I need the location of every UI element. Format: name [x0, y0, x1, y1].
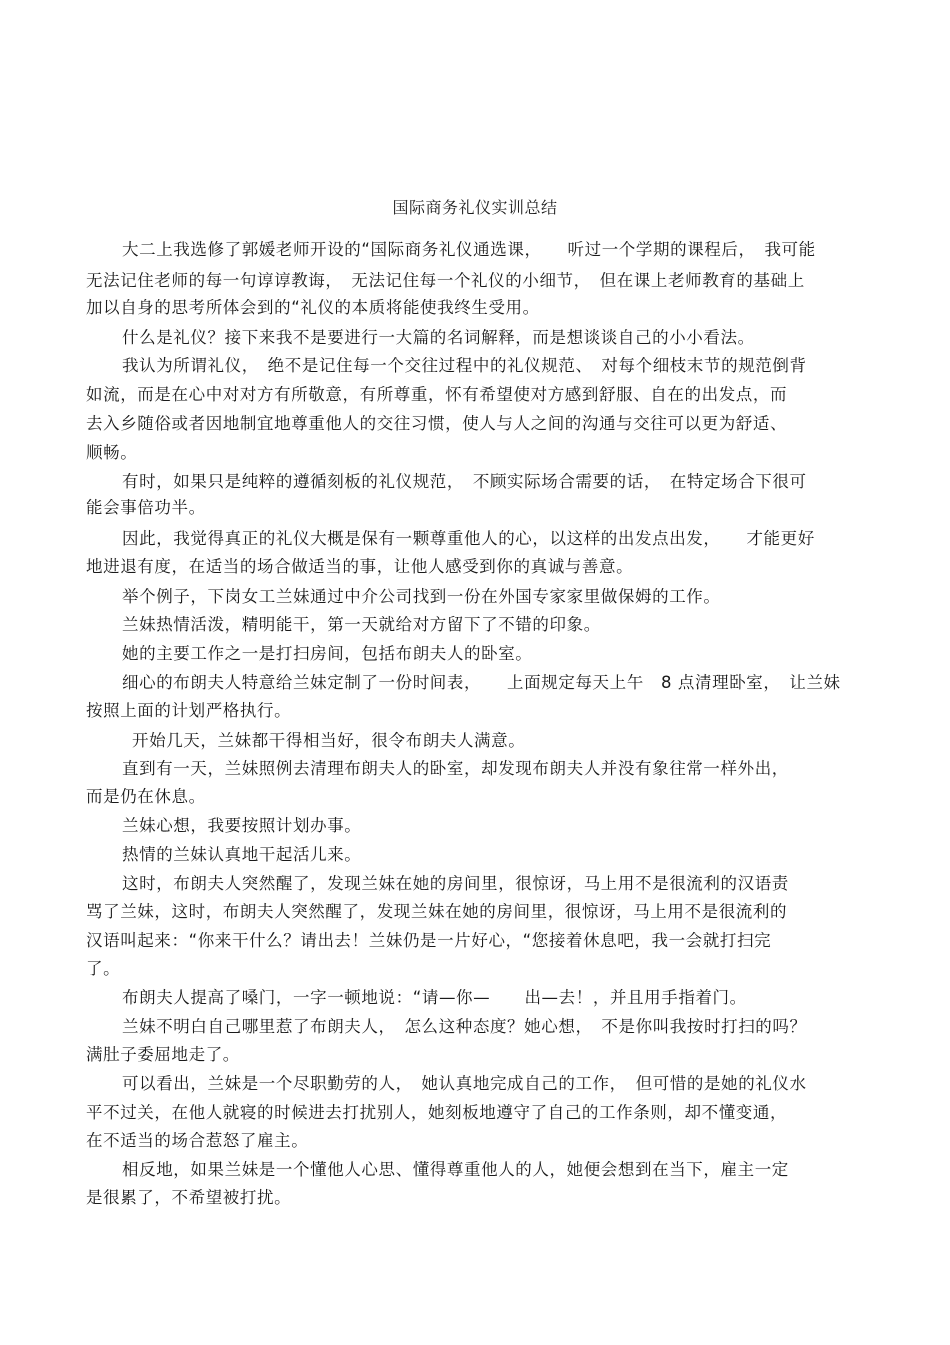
text-line: 无法记住老师的每一句谆谆教诲， 无法记住每一个礼仪的小细节， 但在课上老师教育的基础上	[86, 271, 805, 290]
text-line: 她的主要工作之一是打扫房间，包括布朗夫人的卧室。	[122, 644, 533, 663]
text-line: 汉语叫起来：“你来干什么？请出去！兰妹仍是一片好心，“您接着休息吧，我一会就打扫完	[86, 931, 772, 950]
text-line: 按照上面的计划严格执行。	[86, 701, 292, 720]
text-line: 能会事倍功半。	[86, 498, 206, 517]
text-line: 有时，如果只是纯粹的遵循刻板的礼仪规范， 不顾实际场合需要的话， 在特定场合下很可	[122, 472, 807, 491]
text-line: 平不过关，在他人就寝的时候进去打扰别人，她刻板地遵守了自己的工作条则，却不懂变通，	[86, 1103, 788, 1122]
text-line: 细心的布朗夫人特意给兰妹定制了一份时间表， 上面规定每天上午 8 点清理卧室， 让兰妹	[122, 673, 841, 692]
text-line: 开始几天，兰妹都干得相当好，很令布朗夫人满意。	[132, 731, 526, 750]
text-line: 大二上我选修了郭媛老师开设的“国际商务礼仪通选课， 听过一个学期的课程后， 我可能	[122, 240, 816, 259]
text-line: 相反地，如果兰妹是一个懂他人心思、懂得尊重他人的人，她便会想到在当下，雇主一定	[122, 1160, 789, 1179]
text-line: 我认为所谓礼仪， 绝不是记住每一个交往过程中的礼仪规范、 对每个细枝末节的规范倒背	[122, 356, 807, 375]
text-line: 如流，而是在心中对对方有所敬意，有所尊重，怀有希望使对方感到舒服、自在的出发点，而	[86, 385, 788, 404]
text-line: 顺畅。	[86, 443, 138, 462]
text-line: 在不适当的场合惹怒了雇主。	[86, 1131, 309, 1150]
text-line: 去入乡随俗或者因地制宜地尊重他人的交往习惯，使人与人之间的沟通与交往可以更为舒适、	[86, 414, 788, 433]
text-line: 了。	[86, 959, 121, 978]
text-line: 这时，布朗夫人突然醒了，发现兰妹在她的房间里，很惊讶，马上用不是很流利的汉语责	[122, 874, 789, 893]
text-line: 加以自身的思考所体会到的“礼仪的本质将能使我终生受用。	[86, 298, 540, 317]
text-line: 满肚子委屈地走了。	[86, 1045, 240, 1064]
text-line: 直到有一天，兰妹照例去清理布朗夫人的卧室，却发现布朗夫人并没有象往常一样外出，	[122, 759, 789, 778]
text-line: 因此，我觉得真正的礼仪大概是保有一颗尊重他人的心，以这样的出发点出发， 才能更好	[122, 529, 815, 548]
text-line: 热情的兰妹认真地干起活儿来。	[122, 845, 362, 864]
text-line: 兰妹热情活泼，精明能干，第一天就给对方留下了不错的印象。	[122, 615, 601, 634]
text-line: 兰妹不明白自己哪里惹了布朗夫人， 怎么这种态度？她心想， 不是你叫我按时打扫的吗？	[122, 1017, 807, 1036]
text-line: 布朗夫人提高了嗓门，一字一顿地说：“请—你— 出—去！，并且用手指着门。	[122, 988, 747, 1007]
text-line: 可以看出，兰妹是一个尽职勤劳的人， 她认真地完成自己的工作， 但可惜的是她的礼仪水	[122, 1074, 807, 1093]
text-line: 举个例子，下岗女工兰妹通过中介公司找到一份在外国专家家里做保姆的工作。	[122, 587, 721, 606]
text-line: 兰妹心想，我要按照计划办事。	[122, 816, 362, 835]
text-line: 是很累了，不希望被打扰。	[86, 1188, 292, 1207]
text-line: 什么是礼仪？接下来我不是要进行一大篇的名词解释，而是想谈谈自己的小小看法。	[122, 328, 755, 347]
document-title: 国际商务礼仪实训总结	[392, 198, 558, 217]
text-line: 地进退有度，在适当的场合做适当的事，让他人感受到你的真诚与善意。	[86, 557, 634, 576]
text-line: 而是仍在休息。	[86, 787, 206, 806]
text-line: 骂了兰妹，这时，布朗夫人突然醒了，发现兰妹在她的房间里，很惊讶，马上用不是很流利的	[86, 902, 788, 921]
